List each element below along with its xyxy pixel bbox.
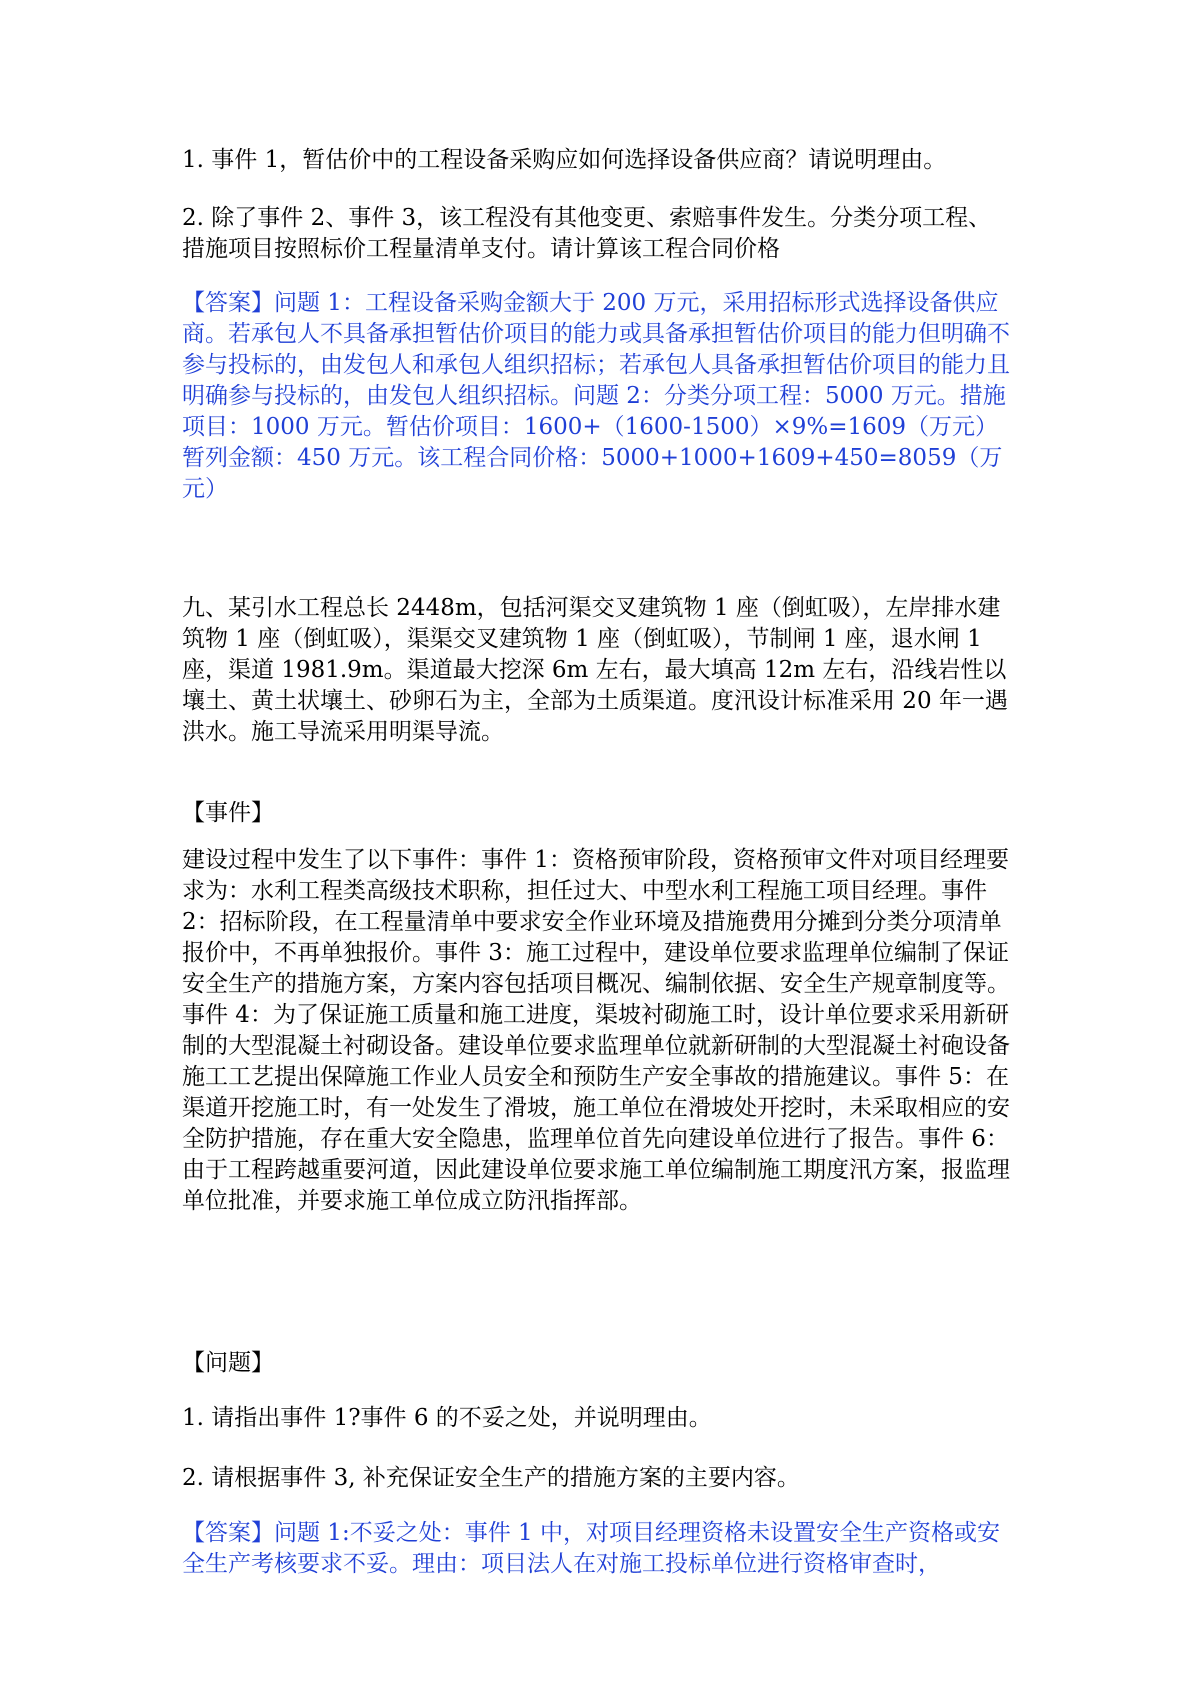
- question-2: 2. 除了事件 2、事件 3，该工程没有其他变更、索赔事件发生。分类分项工程、措施项目按照标价工程量清单支付。请计算该工程合同价格: [182, 205, 992, 262]
- questions-heading: 【问题】: [182, 1350, 274, 1376]
- events-heading: 【事件】: [182, 800, 274, 826]
- question-4: 2. 请根据事件 3, 补充保证安全生产的措施方案的主要内容。: [182, 1465, 800, 1491]
- question-1: 1. 事件 1，暂估价中的工程设备采购应如何选择设备供应商？请说明理由。: [182, 147, 947, 173]
- answer-block-1: 【答案】问题 1：工程设备采购金额大于 200 万元，采用招标形式选择设备供应商。若承包人不具备承担暂估价项目的能力或具备承担暂估价项目的能力但明确不参与投标的，由发包人和承包人组织招标；若承包人具备承担暂估价项目的能力且明确参与投标的，由发包人组织招标。问题 2：分类分项工程：5000 万元。措施项目：1000 万元。暂估价项目：1600+（1600-1500）×9%=1609（万元）暂列金额：450 万元。该工程合同价格：5000+1000+1609+450=8059（万元）: [182, 290, 1010, 502]
- case-introduction: 九、某引水工程总长 2448m，包括河渠交叉建筑物 1 座（倒虹吸），左岸排水建筑物 1 座（倒虹吸），渠渠交叉建筑物 1 座（倒虹吸），节制闸 1 座，退水闸 1 座，渠道 1981.9m。渠道最大挖深 6m 左右，最大填高 12m 左右，沿线岩性以壤土、黄土状壤土、砂卵石为主，全部为土质渠道。度汛设计标准采用 20 年一遇洪水。施工导流采用明渠导流。: [182, 595, 1008, 745]
- answer-block-2: 【答案】问题 1:不妥之处：事件 1 中，对项目经理资格未设置安全生产资格或安全生产考核要求不妥。理由：项目法人在对施工投标单位进行资格审查时，: [182, 1520, 1000, 1577]
- question-3: 1. 请指出事件 1?事件 6 的不妥之处，并说明理由。: [182, 1405, 712, 1431]
- events-description: 建设过程中发生了以下事件：事件 1：资格预审阶段，资格预审文件对项目经理要求为：水利工程类高级技术职称，担任过大、中型水利工程施工项目经理。事件 2：招标阶段，在工程量清单中要求安全作业环境及措施费用分摊到分类分项清单报价中，不再单独报价。事件 3：施工过程中，建设单位要求监理单位编制了保证安全生产的措施方案，方案内容包括项目概况、编制依据、安全生产规章制度等。事件 4：为了保证施工质量和施工进度，渠坡衬砌施工时，设计单位要求采用新研制的大型混凝土衬砌设备。建设单位要求监理单位就新研制的大型混凝土衬砲设备施工工艺提出保障施工作业人员安全和预防生产安全事故的措施建议。事件 5：在渠道开挖施工时，有一处发生了滑坡，施工单位在滑坡处开挖时，未采取相应的安全防护措施，存在重大安全隐患，监理单位首先向建设单位进行了报告。事件 6：由于工程跨越重要河道，因此建设单位要求施工单位编制施工期度汛方案，报监理单位批准，并要求施工单位成立防汛指挥部。: [182, 847, 1010, 1214]
